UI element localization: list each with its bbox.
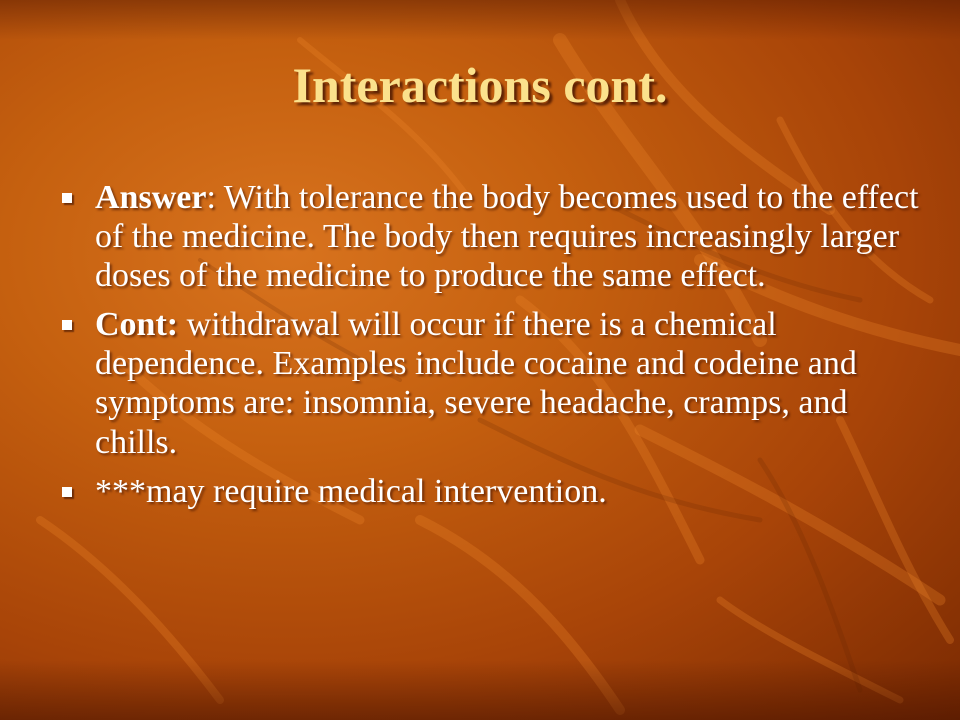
bullet-item-cont	[60, 305, 920, 461]
bottom-shading	[0, 660, 960, 720]
bullet-list	[60, 178, 920, 521]
bullet-text: ***may require medical intervention.	[95, 472, 607, 510]
bullet-lead: Cont:	[95, 306, 179, 344]
slide-title: Interactions cont.	[292, 57, 668, 113]
square-bullet-icon	[62, 320, 72, 330]
top-shading	[0, 0, 960, 40]
bullet-item-answer	[60, 178, 920, 295]
bullet-item-intervention	[60, 472, 920, 511]
bullet-lead: Answer	[95, 179, 207, 216]
bullet-text: : With tolerance the body becomes used to the effect of the medicine. The body then requires increasingly larger doses of the medicine to produce the same effect.	[95, 179, 919, 295]
bullet-text: withdrawal will occur if there is a chemical dependence. Examples include cocaine and codeine and symptoms are: insomnia, severe headache, cramps, and chills.	[95, 306, 857, 461]
square-bullet-icon	[62, 487, 72, 497]
square-bullet-icon	[62, 193, 72, 203]
